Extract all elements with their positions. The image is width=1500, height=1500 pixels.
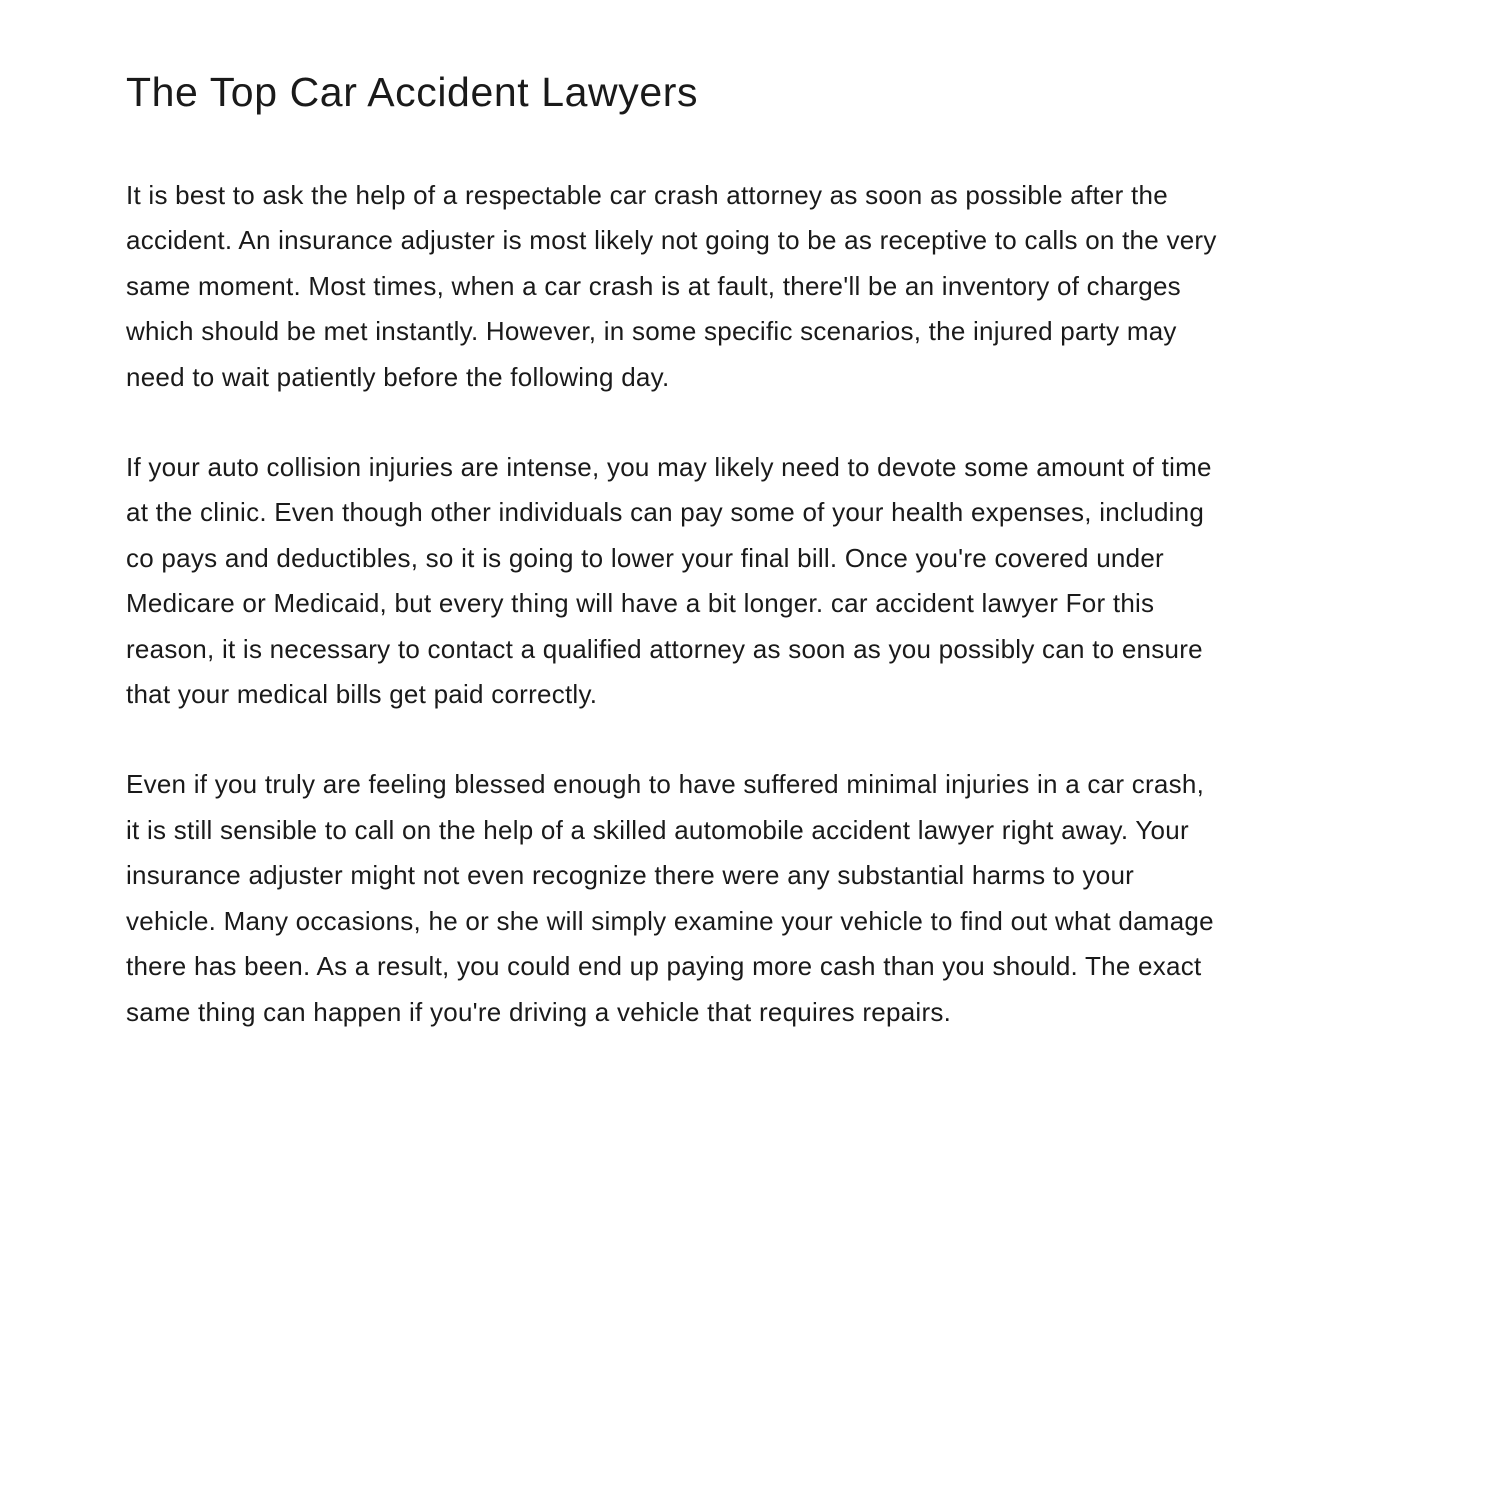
paragraph-line: need to wait patiently before the following day. [126,361,670,392]
paragraph-line: it is still sensible to call on the help of a skilled automobile accident lawyer right away. Your [126,814,1189,845]
paragraph-1 [126,173,1376,400]
paragraph-line: Even if you truly are feeling blessed enough to have suffered minimal injuries in a car crash, [126,769,1205,800]
page-title: The Top Car Accident Lawyers [126,69,699,115]
paragraph-line: reason, it is necessary to contact a qualified attorney as soon as you possibly can to ensure [126,633,1203,664]
paragraph-line: which should be met instantly. However, in some specific scenarios, the injured party may [126,316,1177,347]
paragraph-line: same thing can happen if you're driving a vehicle that requires repairs. [126,996,952,1027]
paragraph-line: that your medical bills get paid correctly. [126,679,598,710]
paragraph-line: same moment. Most times, when a car crash is at fault, there'll be an inventory of charges [126,270,1181,301]
paragraph-3 [126,762,1376,1034]
paragraph-line: there has been. As a result, you could end up paying more cash than you should. The exact [126,951,1202,982]
paragraph-2 [126,445,1376,717]
paragraph-line: It is best to ask the help of a respectable car crash attorney as soon as possible after the [126,180,1168,210]
document-page [126,62,1376,1080]
paragraph-line: vehicle. Many occasions, he or she will simply examine your vehicle to find out what damage [126,905,1214,936]
paragraph-line: co pays and deductibles, so it is going to lower your final bill. Once you're covered under [126,542,1164,573]
paragraph-line: accident. An insurance adjuster is most likely not going to be as receptive to calls on the very [126,225,1217,256]
paragraph-line: at the clinic. Even though other individuals can pay some of your health expenses, including [126,497,1205,528]
paragraph-line: If your auto collision injuries are intense, you may likely need to devote some amount of time [126,452,1212,483]
paragraph-line: insurance adjuster might not even recognize there were any substantial harms to your [126,860,1135,891]
paragraph-line: Medicare or Medicaid, but every thing will have a bit longer. car accident lawyer For this [126,588,1155,619]
